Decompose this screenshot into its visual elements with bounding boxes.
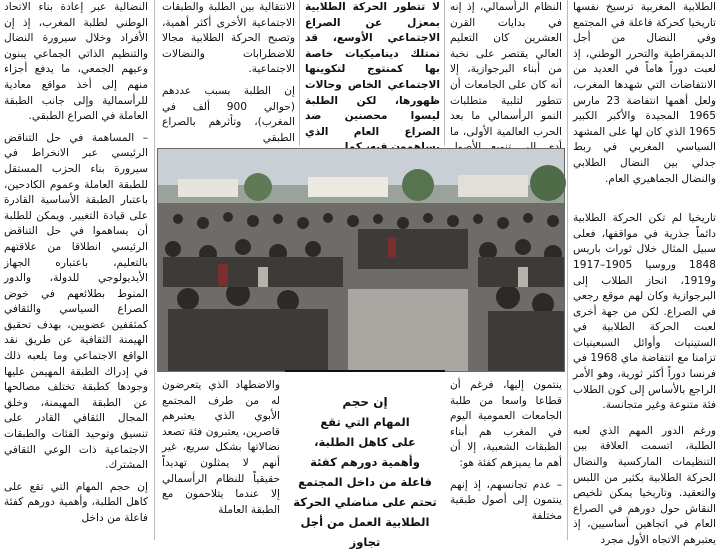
paragraph: النظام الرأسمالي، إذ إنه في بدايات القرن العشرين كان التعليم العالي يقتصر على نخبة من أبناء البرجوازية، إلا أنه كان على الجامعات أن تتطور لتلبية متطلبات النمو الرأسمالي ما بعد الحرب العالمية الأولى، ما: [450, 1, 562, 138]
column-4: [162, 0, 295, 146]
pull-quote-line: فاعلة من داخل المجتمع: [298, 475, 432, 489]
column-4-bottom: [162, 378, 280, 540]
paragraph: ورغم الدور المهم الذي لعبه الطلبة، اتسمت العلاقة بين التنظيمات الماركسية والنضال الحركة الطلابية بكثير من اللبس والتعقيد. وتاريخيا يمكن تلخيص النقاش حول دورهم في الصراع العام في اتجاهين أساسيين، إذ يعتبرهم الاتجاه الأول مجرد: [573, 424, 716, 546]
column-divider: [299, 0, 300, 146]
paragraph: الانتقالية بين الطلبة والطبقات الاجتماعية الأخرى أكثر أهمية، وتصبح الحركة الطلابية مجالا للاضطرابات والنضالات الاجتماعية.: [162, 1, 295, 76]
pull-quote-line: المهام التي تقع: [320, 415, 410, 429]
pull-quote: [285, 370, 445, 549]
paragraph: النضالية عبر إعادة بناء الاتحاد الوطني لطلبة المغرب، إذ إن الأفراد وخلال سيرورة النضال والتنظيم الذاتي الجماعي يبنون وعيهم الجمعي، ما يدفع أجزاء منهم إلى أخذ مواقع معادية للرأسمالية وإلى جانب الطبقة العاملة في الصراع الطبقي.: [4, 1, 148, 123]
pull-quote-line: الطلابية العمل من أجل تجاوز: [300, 515, 430, 549]
paragraph: تاريخيا لم تكن الحركة الطلابية دائماً جذرية في مواقفها، فعلى سبيل المثال خلال ثورات باريس 1848 وروسيا 1905–1917 و1919، انحاز الطلاب إلى البرجوازية وكان لهم موقع رجعي في الصراع. لكن من جهة أخرى لعبت الحركة الطلابية في الستينيات وأوائل السبعينيات تزامنا مع انتفاضة ماي 1968 في فرنسا دوراً أكثر ثورية، وهو الأمر الراجع بالأساس إلى كون الطلاب فئة متنوعة وغير متجانسة.: [573, 212, 716, 412]
column-2: [450, 0, 562, 146]
article-photo: [157, 148, 565, 372]
column-1: [573, 0, 716, 546]
column-1-bottom-text: [573, 424, 716, 549]
pull-quote-line: تحتم على مناضلي الحركة: [293, 495, 437, 509]
student-crowd-illustration: [158, 149, 564, 371]
column-divider: [154, 0, 155, 540]
paragraph: الطلابية المغربية ترسيخ نفسها تاريخيا كحركة فاعلة في المجتمع وفي النضال من أجل الديمقراطية والتحرر الوطني، إذ لعبت دوراً هاماً في العديد من الانتفاضات التي شهدها المغرب، ولعل أهمها انتفاضة 23 مارس 1965 المجيدة والأكبر الكبير 1965 الذي كان لها على المشهد السياسي المغربي في ربط جدلي بين النضال الطلابي والنضال الجماهيري العام.: [573, 1, 716, 185]
paragraph: إن حجم المهام التي تقع على كاهل الطلبة، وأهمية دورهم كفئة فاعلة من داخل: [4, 480, 148, 524]
paragraph: – المساهمة في حل التناقض الرئيسي عبر الانخراط في سيرورة بناء الحزب المستقل للطبقة العاملة وعموم الكادحين، باعتبار الطبقة الأساسية القادرة على قيادة التغيير. ويمكن للطلبة أن يساهموا في حل التناقض الرئيسي انطلاقا من علاقتهم بالتعليم، باعتباره الجهاز الأيديولوجي للدولة، والدور المنوط بطلائعهم في خوض الصراع السياسي والثقافي كمثقفين عضويين، بهدف تحقيق الهيمنة الثقافية عن طريق نقد الواقع الاجتماعي وما يلعبه ذلك في إدراك الطبقة المهيمن عليها وجودها كطبقة تختلف مصالحها عن الطبقة المهيمنة، وخلق المجال الثقافي القادر على تنسيق وتوحيد الفئات والطبقات الاجتماعية ذات الوعي الثقافي المشترك.: [4, 131, 148, 472]
pull-quote-line: إن حجم: [342, 395, 388, 409]
paragraph: لا تتطور الحركة الطلابية بمعزل عن الصراع الاجتماعي الأوسع، قد تمتلك ديناميكيات خاصة بها كمنتوج لتكوينها الاجتماعي الخاص وحالات ظهورها، لكن الطلبة ليسوا محصنين ضد الصراع العام الذي: [305, 1, 440, 138]
pull-quote-line: وأهمية دورهم كفئة: [310, 455, 420, 469]
column-1-mid-text: [573, 211, 716, 414]
paragraph: إن الطلبة بسبب عددهم (حوالي 900 ألف في المغرب)، وتأثرهم بالصراع الطبقي: [162, 84, 295, 144]
column-2-bottom: [450, 378, 562, 540]
column-divider: [567, 0, 568, 540]
pull-quote-line: على كاهل الطلبة،: [314, 435, 416, 449]
column-1-top-text: [573, 0, 716, 187]
column-3: [305, 0, 440, 146]
paragraph: والاضطهاد الذي يتعرضون له من طرف المجتمع الأبوي الذي يعتبرهم قاصرين، يعتبرون فئة تصعد نضالاتها بشكل سريع، غير أنهم لا يمثلون تهديداً حقيقياً للنظام الرأسمالي إلا عندما يتلاحمون مع الطبقة العاملة: [162, 379, 280, 516]
column-5: [4, 0, 148, 540]
column-divider: [444, 0, 445, 146]
paragraph: ينتمون إليها، فرغم أن قطاعا واسعا من طلبة الجامعات العمومية اليوم في المغرب هم أبناء الطبقات الشعبية، إلا أن أهم ما يميزهم كفئة هو:: [450, 379, 562, 469]
paragraph: – عدم تجانسهم، إذ إنهم ينتمون إلى أصول طبقية مختلفة: [450, 478, 562, 522]
